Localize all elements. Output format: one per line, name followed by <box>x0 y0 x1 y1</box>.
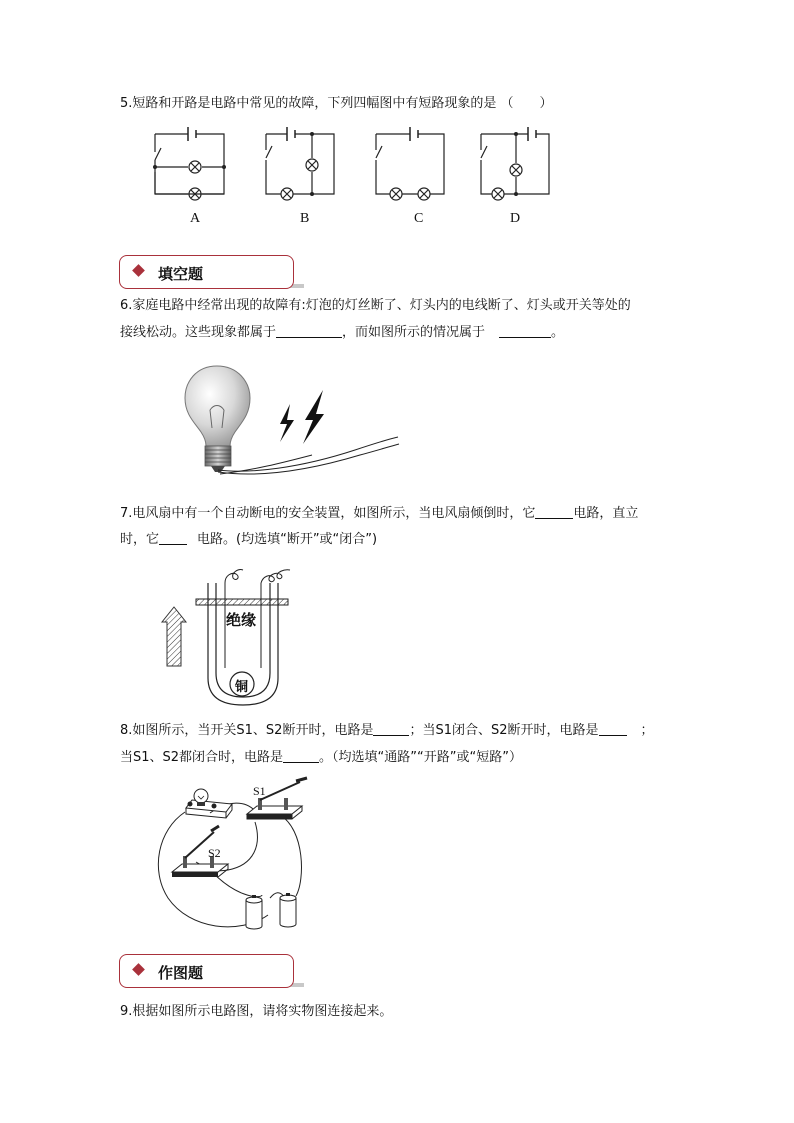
section-title: 填空题 <box>158 265 204 283</box>
question-7-text-b: 电路，直立 <box>573 506 639 521</box>
question-8-text-d: 当S1、S2都闭合时，电路是 <box>120 750 284 765</box>
question-6-text-c: 。 <box>551 325 565 340</box>
question-8-text-b: ；当S1闭合、S2断开时，电路是 <box>409 723 599 738</box>
option-a-label: A <box>190 211 201 226</box>
question-5-text: 5.短路和开路是电路中常见的故障，下列四幅图中有短路现象的是 （ ） <box>120 96 553 111</box>
question-8-text-e: 。（均选填“通路”“开路”或“短路”） <box>319 750 522 765</box>
question-6-text-a: 接线松动。这些现象都属于 <box>120 325 277 340</box>
option-d-label: D <box>510 211 521 226</box>
section-header-drawing <box>119 954 294 988</box>
diamond-icon <box>132 963 145 976</box>
question-7-text-c: 时，它 <box>120 532 160 547</box>
question-7-text-d: 电路。(均选填“断开”或“闭合”) <box>197 532 378 547</box>
question-8-text-a: 8.如图所示，当开关S1、S2断开时，电路是 <box>120 723 374 738</box>
copper-label: 铜 <box>235 680 249 695</box>
insulation-label: 绝缘 <box>226 611 257 629</box>
option-c-label: C <box>414 211 424 226</box>
switch-s1-label: S1 <box>253 784 266 798</box>
question-8-text-c: ； <box>640 723 654 738</box>
question-9-text: 9.根据如图所示电路图，请将实物图连接起来。 <box>120 1004 393 1019</box>
question-6-line1: 6.家庭电路中经常出现的故障有:灯泡的灯丝断了、灯头内的电线断了、灯头或开关等处的 <box>120 298 631 313</box>
question-7-text-a: 7.电风扇中有一个自动断电的安全装置，如图所示，当电风扇倾倒时，它 <box>120 506 536 521</box>
option-b-label: B <box>300 211 310 226</box>
section-title: 作图题 <box>158 964 204 982</box>
switch-s2-label: S2 <box>208 846 221 860</box>
question-6-text-b: ，而如图所示的情况属于 <box>342 325 486 340</box>
